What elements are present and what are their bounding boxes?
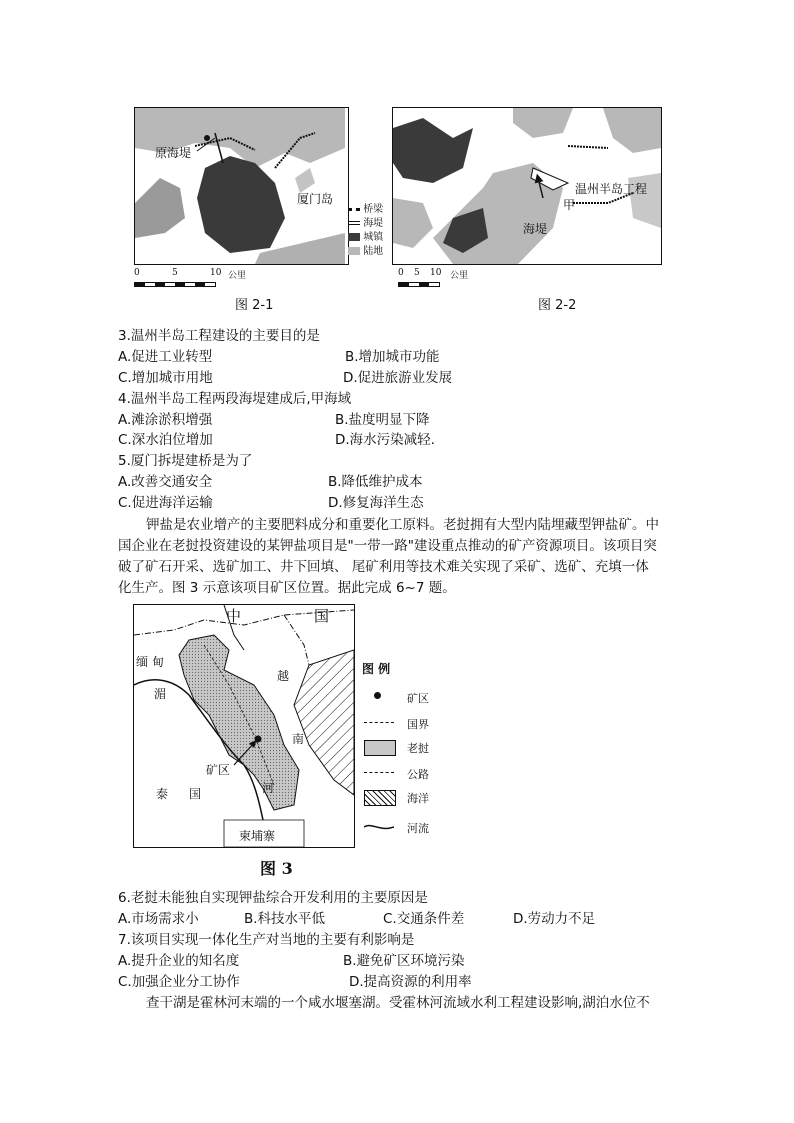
label-china-1: 中	[226, 607, 242, 625]
q4-opt-b: B.盐度明显下降	[335, 412, 430, 428]
q6-opt-c: C.交通条件差	[383, 911, 465, 927]
legend-land: 陆地	[363, 246, 384, 257]
map-2-1	[134, 107, 349, 265]
label-jia: 甲	[563, 198, 576, 212]
legend-title: 图 例	[362, 662, 391, 676]
legend-town: 城镇	[363, 232, 384, 243]
legend-border: 国界	[407, 718, 429, 731]
map-2-2-scale: 0 5 10 公里	[398, 268, 518, 288]
q7-stem: 7.该项目实现一体化生产对当地的主要有利影响是	[118, 932, 415, 948]
label-cambodia: 柬埔寨	[239, 829, 276, 843]
q5-opt-b: B.降低维护成本	[328, 474, 423, 490]
label-thailand-1: 泰	[156, 787, 169, 801]
q5-opt-d: D.修复海洋生态	[328, 495, 424, 511]
q4-stem: 4.温州半岛工程两段海堤建成后,甲海域	[118, 391, 352, 407]
map-2-2	[392, 107, 662, 265]
q3-opt-d: D.促进旅游业发展	[343, 370, 453, 386]
label-thailand-2: 国	[189, 787, 202, 801]
label-river-he: 河	[262, 781, 275, 795]
q7-opt-d: D.提高资源的利用率	[349, 974, 472, 990]
passage-line-3: 破了矿石开采、选矿加工、井下回填、 尾矿利用等技术难关实现了采矿、选矿、充填一体	[118, 559, 649, 575]
legend-sea-icon	[364, 790, 396, 806]
passage-line-2: 国企业在老挝投资建设的某钾盐项目是"一带一路"建设重点推动的矿产资源项目。该项目突	[118, 538, 657, 554]
label-mine-area: 矿区	[206, 763, 231, 777]
map-2-1-drawing	[135, 108, 348, 264]
q5-stem: 5.厦门拆堤建桥是为了	[118, 453, 253, 469]
label-mekong-1: 湄	[154, 687, 167, 701]
q6-opt-d: D.劳动力不足	[513, 911, 596, 927]
map-3-drawing	[134, 605, 354, 847]
label-myanmar-2: 甸	[152, 655, 165, 669]
q5-opt-a: A.改善交通安全	[118, 474, 213, 490]
q7-opt-b: B.避免矿区环境污染	[343, 953, 465, 969]
q3-opt-a: A.促进工业转型	[118, 349, 213, 365]
passage-line-1: 钾盐是农业增产的主要肥料成分和重要化工原料。老挝拥有大型内陆埋藏型钾盐矿。中	[146, 517, 659, 533]
q7-opt-c: C.加强企业分工协作	[118, 974, 240, 990]
label-myanmar-1: 缅	[136, 655, 149, 669]
q3-stem: 3.温州半岛工程建设的主要目的是	[118, 328, 320, 344]
q4-opt-d: D.海水污染减轻.	[335, 432, 435, 448]
legend-laos-icon	[364, 740, 396, 756]
label-original-seawall: 原海堤	[155, 146, 192, 160]
caption-fig-2-1: 图 2-1	[235, 298, 274, 313]
legend-border-icon	[364, 722, 394, 723]
label-wenzhou-project: 温州半岛工程	[575, 182, 648, 196]
legend-laos: 老挝	[407, 742, 429, 755]
q6-opt-b: B.科技水平低	[244, 911, 326, 927]
legend-river-icon	[364, 822, 394, 832]
legend-mine-icon	[374, 692, 381, 699]
caption-fig-3: 图 3	[260, 859, 293, 878]
q6-stem: 6.老挝未能独自实现钾盐综合开发利用的主要原因是	[118, 890, 428, 906]
map-3	[133, 604, 355, 848]
q5-opt-c: C.促进海洋运输	[118, 495, 213, 511]
q7-opt-a: A.提升企业的知名度	[118, 953, 240, 969]
q6-opt-a: A.市场需求小	[118, 911, 199, 927]
legend-road: 公路	[407, 768, 429, 781]
passage-line-4: 化生产。图 3 示意该项目矿区位置。据此完成 6~7 题。	[118, 580, 456, 596]
q4-opt-c: C.深水泊位增加	[118, 432, 213, 448]
legend-seawall: 海堤	[363, 218, 384, 229]
q4-opt-a: A.滩涂淤积增强	[118, 412, 213, 428]
trailing-passage: 查干湖是霍林河末端的一个咸水堰塞湖。受霍林河流域水利工程建设影响,湖泊水位不	[146, 995, 650, 1011]
q3-opt-b: B.增加城市功能	[345, 349, 440, 365]
q3-opt-c: C.增加城市用地	[118, 370, 213, 386]
caption-fig-2-2: 图 2-2	[538, 298, 577, 313]
map-3-legend	[362, 660, 452, 840]
legend-road-icon	[364, 772, 394, 773]
map-2-1-scale: 0 5 10 公里	[134, 268, 254, 288]
legend-bridge: 桥梁	[363, 204, 384, 215]
legend-mine: 矿区	[407, 692, 429, 705]
legend-river: 河流	[407, 822, 429, 835]
label-china-2: 国	[314, 607, 330, 625]
label-vietnam-2: 南	[292, 732, 305, 746]
legend-sea: 海洋	[407, 792, 429, 805]
label-vietnam-1: 越	[277, 669, 290, 683]
label-xiamen-island: 厦门岛	[297, 192, 334, 206]
label-seawall: 海堤	[523, 222, 548, 236]
